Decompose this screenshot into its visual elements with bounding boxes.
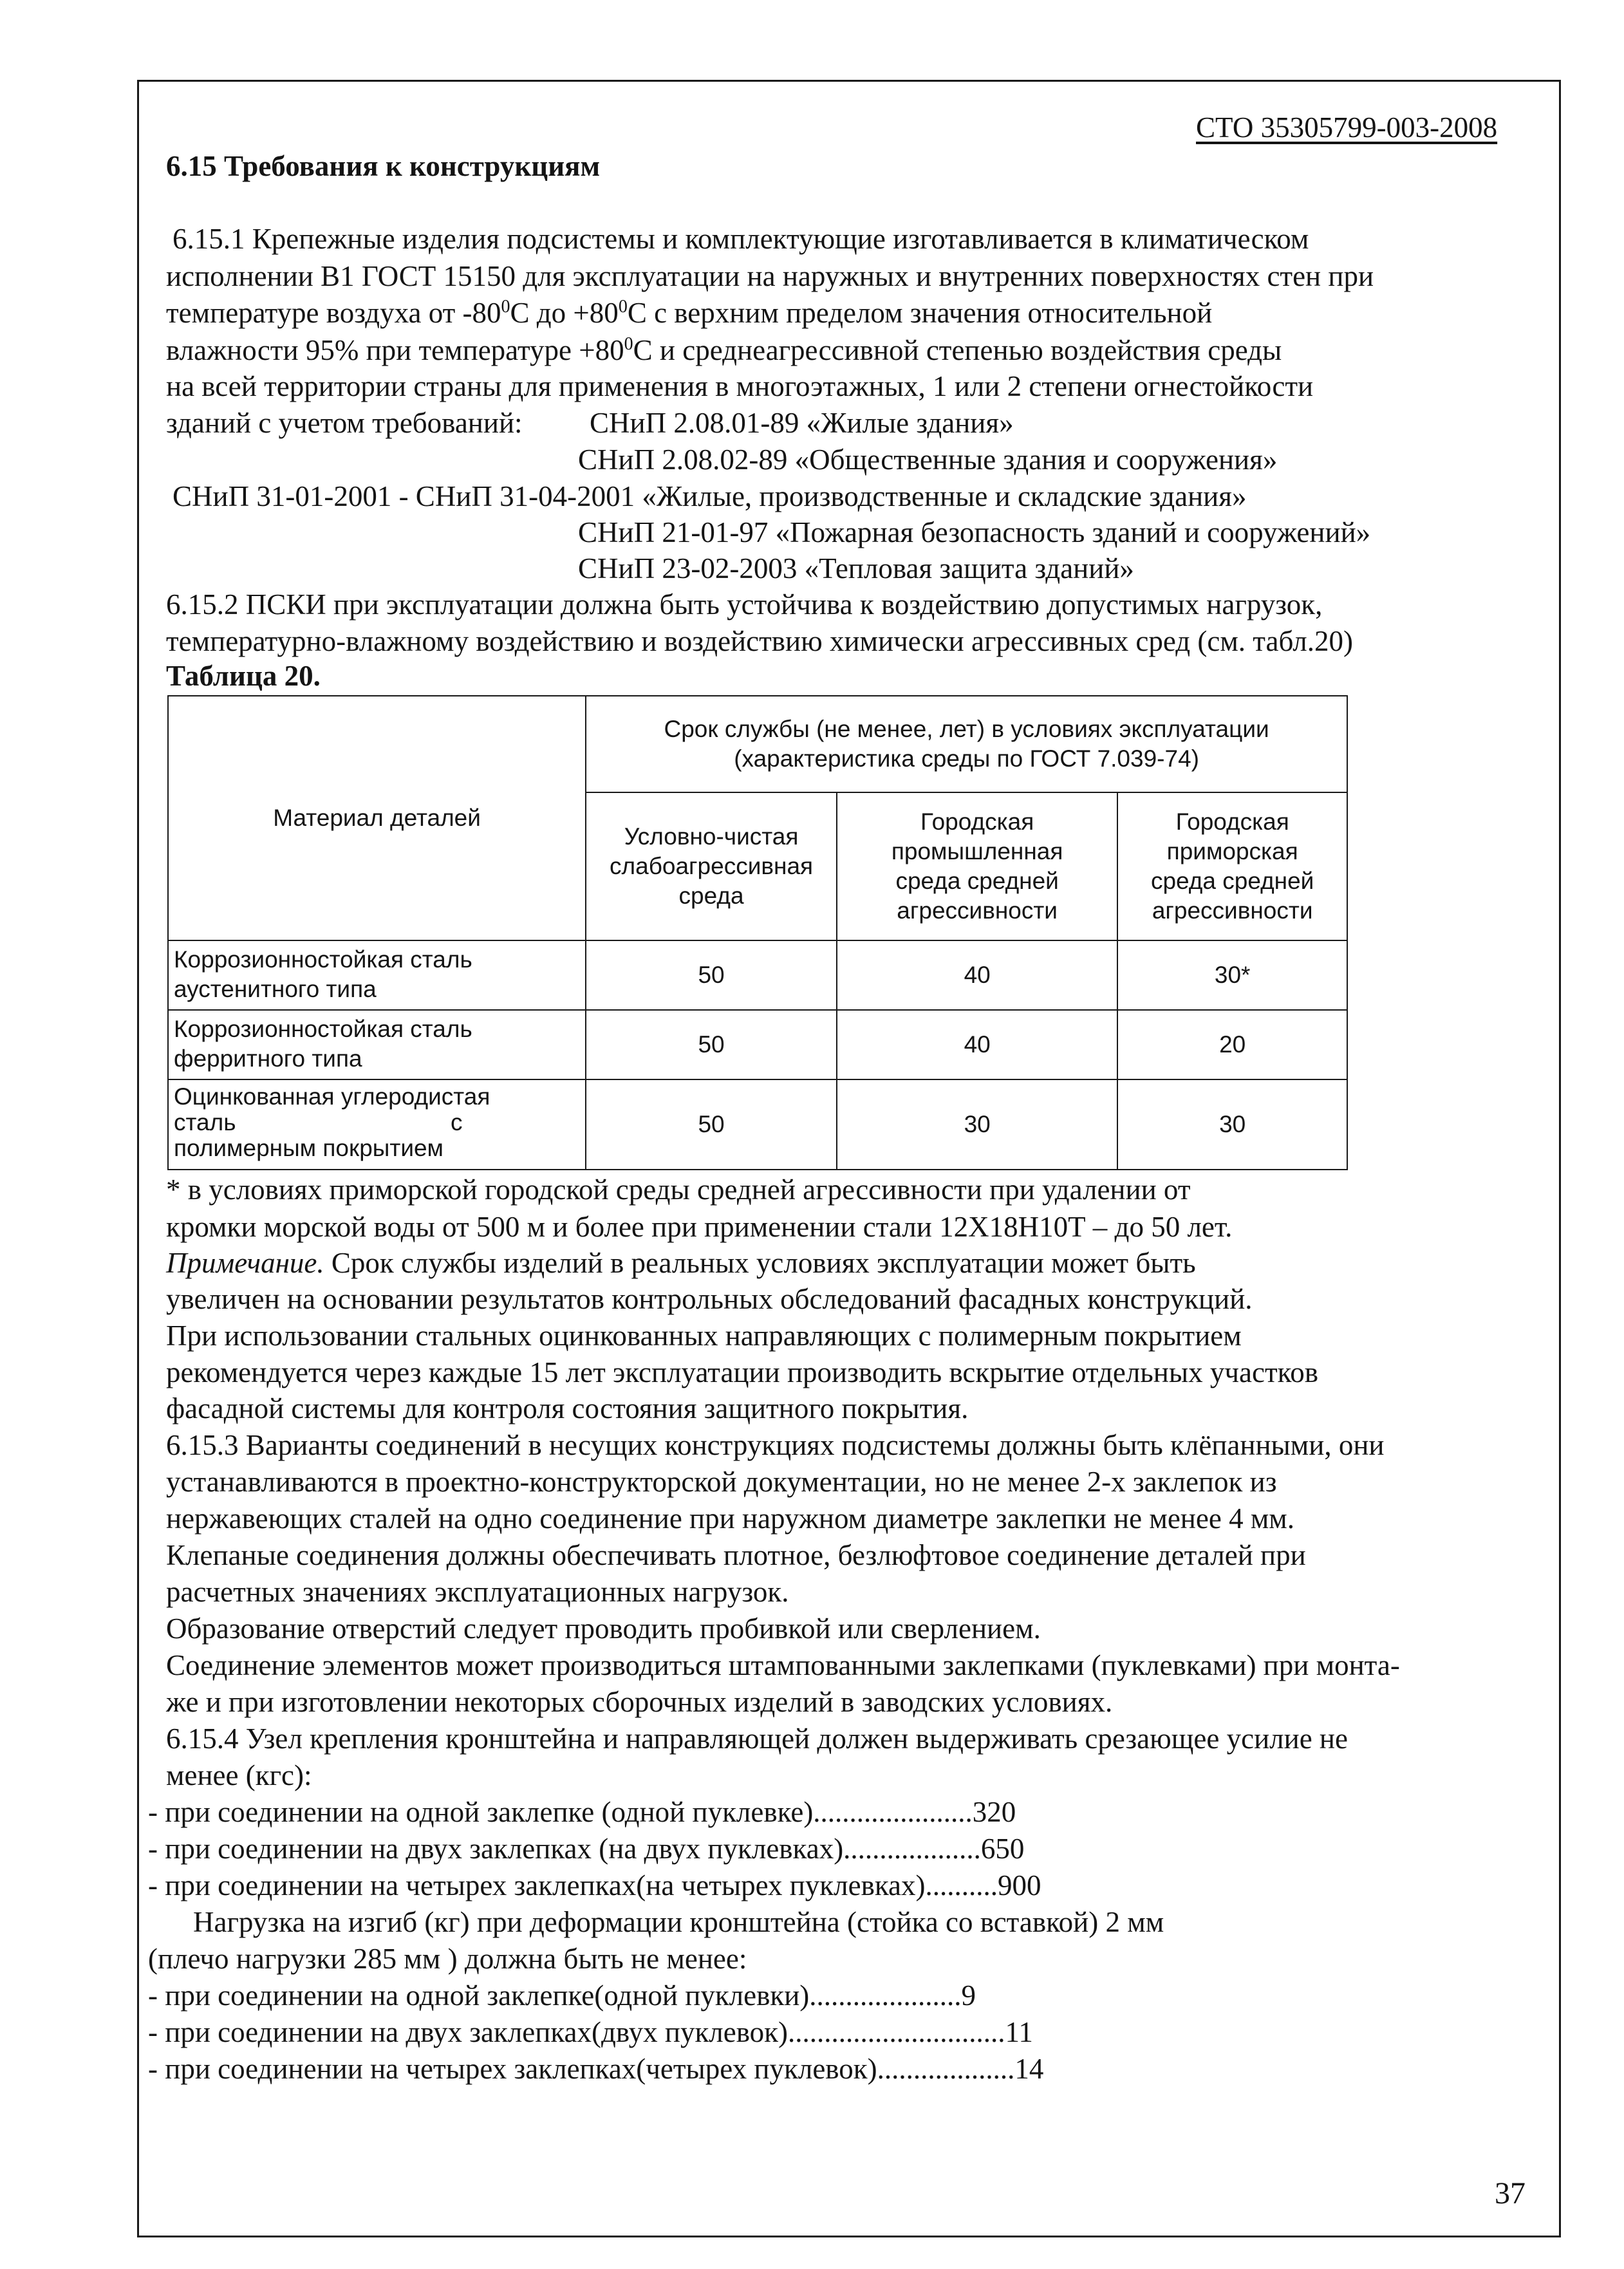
text-line: устанавливаются в проектно-конструкторской документации, но не менее 2-х заклепок из — [166, 1466, 1277, 1498]
text-line: влажности 95% при температуре $+80^0С$ и среднеагрессивной степенью воздействия среды — [166, 334, 1282, 366]
footnote-line: * в условиях приморской городской среды средней агрессивности при удалении от — [166, 1173, 1191, 1206]
page-number: 37 — [1495, 2176, 1526, 2210]
value-cell: 40 — [837, 1010, 1117, 1079]
text-line: Образование отверстий следует проводить пробивкой или сверлением. — [166, 1612, 1041, 1645]
text-line: 6.15.4 Узел крепления кронштейна и направляющей должен выдерживать срезающее усилие не — [166, 1723, 1348, 1755]
text-line: Соединение элементов может производиться штампованными заклепками (пуклевками) при монта- — [166, 1649, 1400, 1681]
note-line: При использовании стальных оцинкованных направляющих с полимерным покрытием — [166, 1320, 1242, 1352]
value-cell: 40 — [837, 940, 1117, 1010]
text-line: исполнении В1 ГОСТ 15150 для эксплуатации на наружных и внутренних поверхностях стен при — [166, 260, 1374, 292]
text-line: менее (кгс): — [166, 1759, 312, 1791]
value-cell: 50 — [586, 1010, 837, 1079]
material-header-cell: Материал деталей — [168, 696, 586, 940]
table-row — [168, 1079, 1347, 1170]
text-line: 6.15.3 Варианты соединений в несущих конструкциях подсистемы должны быть клёпанными, они — [166, 1429, 1385, 1461]
column-header-urban-coastal: Городская приморская среда средней агрессивности — [1117, 792, 1347, 940]
material-cell: Оцинкованная углеродистая сталь с полимерным покрытием — [168, 1079, 586, 1170]
column-header-urban-industrial: Городская промышленная среда средней агрессивности — [837, 792, 1117, 940]
table-row — [168, 1010, 1347, 1079]
list-item: - при соединении на двух заклепках (на двух пуклевках)...................650 — [148, 1833, 1025, 1865]
text-line: нержавеющих сталей на одно соединение при наружном диаметре заклепки не менее 4 мм. — [166, 1502, 1295, 1535]
value-cell: 20 — [1117, 1010, 1347, 1079]
text-line: 6.15.1 Крепежные изделия подсистемы и комплектующие изготавливается в климатическом — [173, 223, 1309, 255]
list-item: - при соединении на четырех заклепках(четырех пуклевок)...................14 — [148, 2053, 1044, 2085]
list-item: - при соединении на четырех заклепках(на четырех пуклевках)..........900 — [148, 1869, 1041, 1901]
text-line: Нагрузка на изгиб (кг) при деформации кронштейна (стойка со вставкой) 2 мм — [193, 1906, 1164, 1938]
table-caption: Таблица 20. — [166, 660, 321, 692]
text-line: (плечо нагрузки 285 мм ) должна быть не менее: — [148, 1943, 747, 1975]
text-line: же и при изготовлении некоторых сборочных изделий в заводских условиях. — [166, 1686, 1113, 1718]
text-line: 6.15.2 ПСКИ при эксплуатации должна быть устойчива к воздействию допустимых нагрузок, — [166, 588, 1323, 621]
list-item: - при соединении на двух заклепках(двух пуклевок)..............................11 — [148, 2016, 1033, 2048]
note-line: рекомендуется через каждые 15 лет эксплуатации производить вскрытие отдельных участков — [166, 1356, 1318, 1388]
snip-reference: СНиП 2.08.02-89 «Общественные здания и сооружения» — [578, 444, 1278, 476]
snip-reference: СНиП 23-02-2003 «Тепловая защита зданий» — [578, 552, 1134, 584]
table-row — [168, 940, 1347, 1010]
text-line: зданий с учетом требований: — [166, 407, 523, 439]
section-title: 6.15 Требования к конструкциям — [166, 150, 601, 182]
list-item: - при соединении на одной заклепке(одной пуклевки).....................9 — [148, 1979, 976, 2012]
note-line: фасадной системы для контроля состояния защитного покрытия. — [166, 1392, 969, 1424]
text-line: Клепаные соединения должны обеспечивать плотное, безлюфтовое соединение деталей при — [166, 1539, 1306, 1571]
value-cell: 30 — [1117, 1079, 1347, 1170]
material-cell: Коррозионностойкая сталь аустенитного типа — [168, 940, 586, 1010]
note-line: увеличен на основании результатов контрольных обследований фасадных конструкций. — [166, 1283, 1253, 1315]
snip-reference: СНиП 21-01-97 «Пожарная безопасность зданий и сооружений» — [578, 516, 1371, 548]
text-line: расчетных значениях эксплуатационных нагрузок. — [166, 1576, 789, 1608]
material-cell: Коррозионностойкая сталь ферритного типа — [168, 1010, 586, 1079]
list-item: - при соединении на одной заклепке (одной пуклевке)......................320 — [148, 1796, 1016, 1828]
service-life-header-cell: Срок службы (не менее, лет) в условиях эксплуатации (характеристика среды по ГОСТ 7.039-74) — [586, 696, 1347, 792]
value-cell: 50 — [586, 1079, 837, 1170]
footnote-line: кромки морской воды от 500 м и более при применении стали 12Х18Н10Т – до 50 лет. — [166, 1211, 1233, 1243]
column-header-clean: Условно-чистая слабоагрессивная среда — [586, 792, 837, 940]
text-line: температуре воздуха от $-80^0С$ до $+80^0С$ с верхним пределом значения относительной — [166, 297, 1213, 329]
value-cell: 30 — [837, 1079, 1117, 1170]
text-line: на всей территории страны для применения в многоэтажных, 1 или 2 степени огнестойкости — [166, 370, 1314, 402]
note-line: Примечание. Срок службы изделий в реальных условиях эксплуатации может быть — [166, 1247, 1196, 1279]
document-code: СТО 35305799-003-2008 — [1196, 111, 1498, 144]
snip-reference: СНиП 2.08.01-89 «Жилые здания» — [590, 407, 1014, 439]
service-life-table — [167, 695, 1348, 1170]
value-cell: 30* — [1117, 940, 1347, 1010]
value-cell: 50 — [586, 940, 837, 1010]
snip-reference: СНиП 31-01-2001 - СНиП 31-04-2001 «Жилые, производственные и складские здания» — [173, 480, 1247, 512]
text-line: температурно-влажному воздействию и воздействию химически агрессивных сред (см. табл.20) — [166, 625, 1353, 657]
